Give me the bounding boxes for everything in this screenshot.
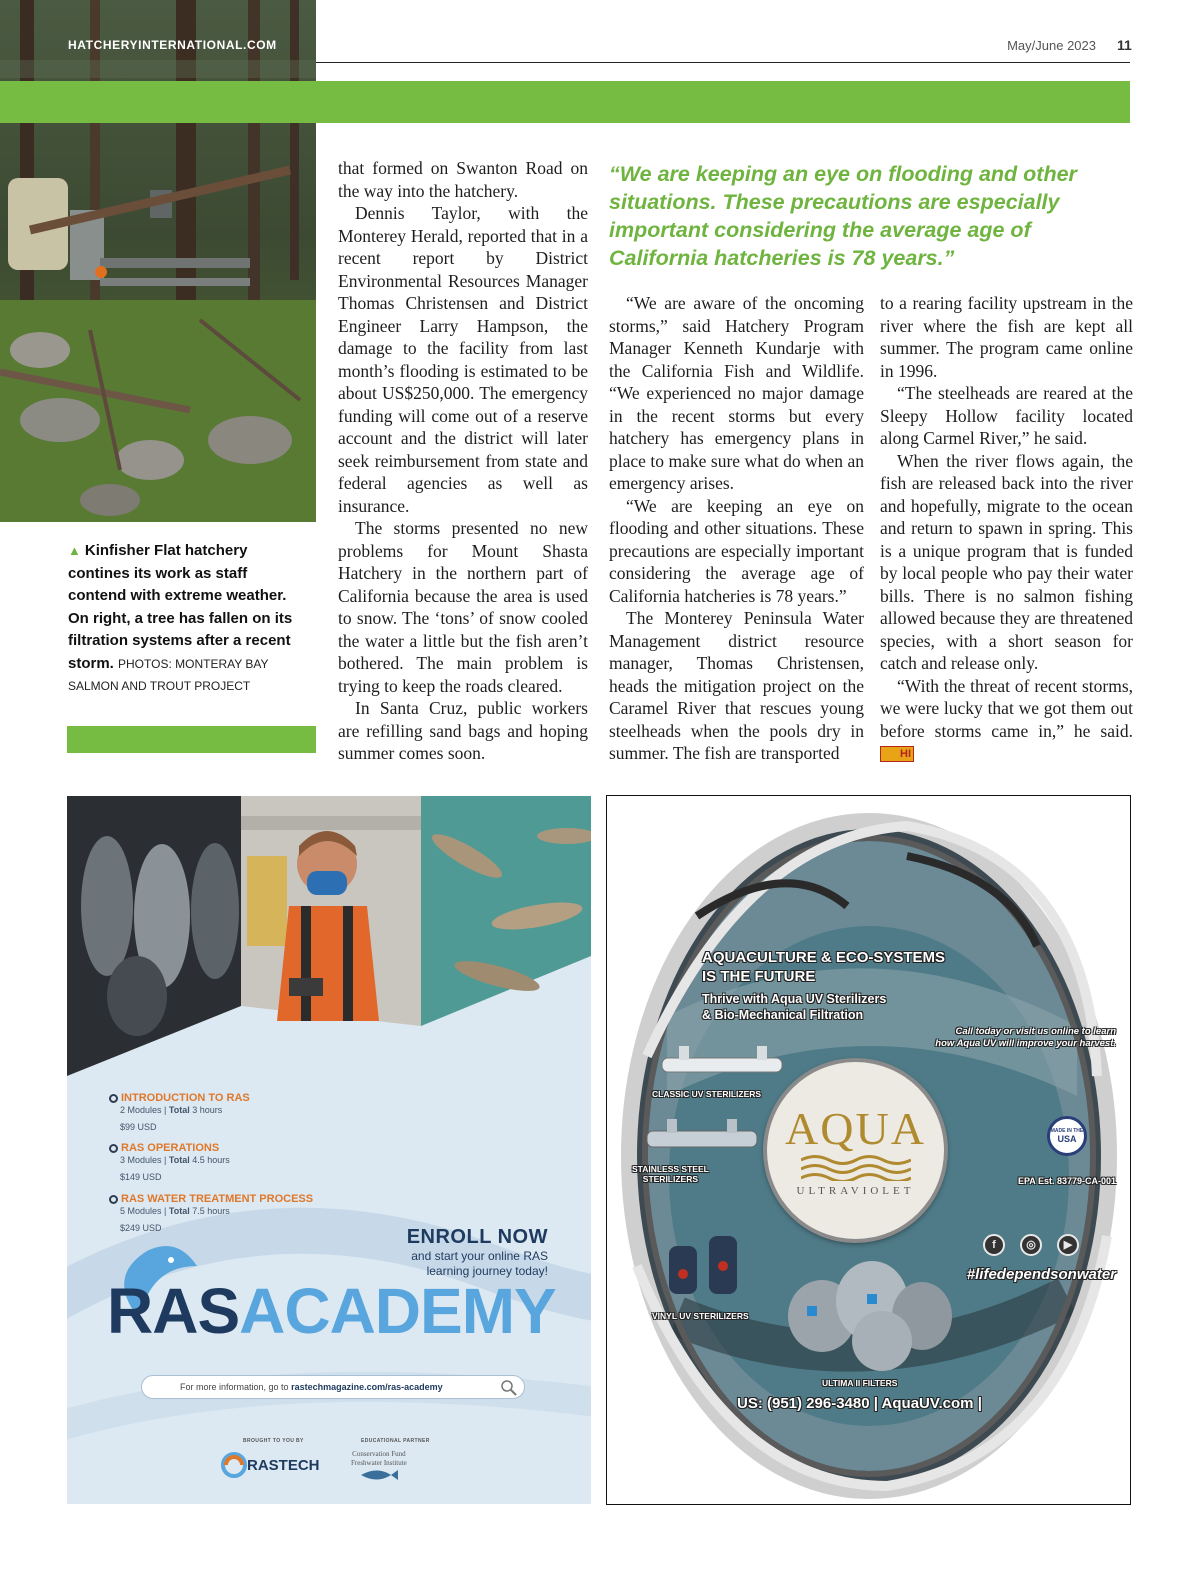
- partner-label: EDUCATIONAL PARTNER: [361, 1438, 430, 1444]
- site-url[interactable]: HATCHERYINTERNATIONAL.COM: [68, 38, 277, 52]
- logo-sub: ULTRAVIOLET: [796, 1184, 915, 1197]
- logo-word: AQUA: [785, 1102, 926, 1154]
- partner-sub: Freshwater Institute: [351, 1459, 407, 1467]
- aqua-subhead: [702, 991, 886, 1023]
- epa-number: EPA Est. 83779-CA-001: [1017, 1176, 1116, 1186]
- paragraph: “We are aware of the oncoming storms,” said Hatchery Program Manager Kenneth Kundarje with the California Fish and Wildlife. “We experienced no major damage in the recent storms but every hatchery has emergency plans in place to make sure what do when an emergency arises.: [609, 293, 864, 493]
- ras-info-bar[interactable]: [141, 1375, 525, 1399]
- end-of-article-mark: HI: [880, 746, 914, 762]
- brought-by-label: BROUGHT TO YOU BY: [243, 1438, 304, 1444]
- paragraph: The Monterey Peninsula Water Management district resource manager, Thomas Christensen, heads the mitigation project on the Caramel River that rescues young steelheads when the pools dry in summer. The fish are transported: [609, 608, 864, 763]
- enroll-line: and start your online RAS: [411, 1249, 548, 1263]
- course-price: $99 USD: [120, 1122, 157, 1132]
- paragraph-text: “With the threat of recent storms, we were lucky that we got them out before storms came in,” he said.: [880, 675, 1133, 741]
- aqua-headline: [702, 948, 945, 986]
- product-label: ULTIMA II FILTERS: [822, 1378, 898, 1388]
- course-title: INTRODUCTION TO RAS: [121, 1092, 250, 1104]
- course-bullet-icon: [109, 1195, 118, 1204]
- caption-text: Kinfisher Flat hatchery contines its work as staff contend with extreme weather. On right, a tree has fallen on its filtration systems after a recent storm.: [68, 542, 293, 672]
- aqua-uv-ad[interactable]: [606, 795, 1131, 1505]
- header-rule: [316, 62, 1130, 63]
- course-modules: 5 Modules: [120, 1206, 162, 1216]
- photo-caption: [68, 540, 308, 698]
- pull-quote: “We are keeping an eye on flooding and other situations. These precautions are especially important considering the average age of California hatcheries is 78 years.”: [609, 162, 1077, 270]
- facebook-icon[interactable]: f: [983, 1234, 1005, 1256]
- subhead-line: & Bio-Mechanical Filtration: [702, 1008, 864, 1022]
- course-hours: 7.5 hours: [192, 1206, 230, 1216]
- headline-line: AQUACULTURE & ECO-SYSTEMS: [702, 949, 946, 966]
- contact-line[interactable]: US: (951) 296-3480 | AquaUV.com |: [737, 1395, 982, 1412]
- paragraph: In Santa Cruz, public workers are refilling sand bags and hoping summer comes soon.: [338, 698, 588, 763]
- label-line: STERILIZERS: [642, 1174, 699, 1184]
- wave-icon: [801, 1153, 911, 1181]
- made-in-usa-badge: [1047, 1116, 1087, 1156]
- course-title: RAS OPERATIONS: [121, 1142, 220, 1154]
- ras-academy-logo: [107, 1276, 556, 1346]
- subhead-line: Thrive with Aqua UV Sterilizers: [702, 992, 887, 1006]
- product-label: CLASSIC UV STERILIZERS: [652, 1089, 762, 1099]
- enroll-title: ENROLL NOW: [406, 1226, 548, 1248]
- article-column-2: [609, 292, 864, 765]
- hatchery-photo: [0, 0, 316, 522]
- course-total-label: Total: [168, 1105, 190, 1115]
- course-item[interactable]: RAS OPERATIONS 3 Modules | Total 4.5 hours $149 USD: [109, 1142, 230, 1182]
- instagram-icon[interactable]: ◎: [1020, 1234, 1042, 1256]
- paragraph: When the river flows again, the fish are released back into the river and hopefully, migrate to the ocean and return to spawn in spring. This is a unique program that is funded by local people who pay their water bills. There is no salmon fishing allowed because they are threatened species, with a short season for catch and release only.: [880, 450, 1133, 673]
- aqua-ultraviolet-logo: [767, 1062, 944, 1239]
- photo-credit: PHOTOS: MONTERAY BAY SALMON AND TROUT PROJECT: [68, 656, 269, 693]
- headline-line: IS THE FUTURE: [702, 968, 816, 985]
- course-total-label: Total: [168, 1206, 190, 1216]
- rastech-swirl-icon: [221, 1452, 247, 1478]
- badge-usa: USA: [1057, 1134, 1077, 1144]
- course-hours: 4.5 hours: [192, 1155, 230, 1165]
- partner-name: Conservation Fund: [352, 1450, 406, 1458]
- aqua-call-to-action: [906, 1026, 1116, 1050]
- course-hours: 3 hours: [192, 1105, 223, 1115]
- badge-top: MADE IN THE: [1050, 1128, 1084, 1134]
- search-icon: [500, 1379, 518, 1397]
- ras-academy-ad[interactable]: [67, 796, 591, 1504]
- enroll-line: learning journey today!: [426, 1264, 548, 1278]
- paragraph: Dennis Taylor, with the Monterey Herald, reported that in a recent report by District Environmental Resources Manager Thomas Christensen and District Engineer Larry Hampson, the damage to the facility from last month’s flooding is estimated to be about US$250,000. The emergency funding will come out of a reserve account and the district will later seek reimbursement from state and federal agencies as well as insurance.: [338, 203, 588, 516]
- course-total-label: Total: [168, 1155, 190, 1165]
- paragraph: that formed on Swanton Road on the way into the hatchery.: [338, 158, 588, 201]
- paragraph: The storms presented no new problems for Mount Shasta Hatchery in the northern part of California because the area is used to snow. The ‘tons’ of snow cooled the water a little but the fish aren’t bothered. The main problem is trying to keep the roads cleared.: [338, 518, 588, 696]
- issue-date: May/June 2023: [1007, 38, 1096, 53]
- course-modules: 3 Modules: [120, 1155, 162, 1165]
- course-bullet-icon: [109, 1144, 118, 1153]
- green-band: [0, 81, 1130, 123]
- call-line: Call today or visit us online to learn: [955, 1026, 1116, 1037]
- product-label-steel: [632, 1164, 709, 1184]
- article-column-1: [338, 157, 588, 765]
- fish-icon: [359, 1468, 399, 1482]
- course-item[interactable]: INTRODUCTION TO RAS 2 Modules | Total 3 hours $99 USD: [109, 1092, 250, 1132]
- hashtag: #lifedependsonwater: [966, 1266, 1116, 1283]
- info-url[interactable]: rastechmagazine.com/ras-academy: [291, 1382, 443, 1392]
- info-text: For more information, go to: [180, 1382, 289, 1392]
- course-item[interactable]: RAS WATER TREATMENT PROCESS 5 Modules | Total 7.5 hours $249 USD: [109, 1193, 313, 1233]
- youtube-icon[interactable]: ▶: [1057, 1234, 1079, 1256]
- paragraph: “We are keeping an eye on flooding and other situations. These precautions are especially important considering the average age of California hatcheries is 78 years.”: [609, 495, 864, 606]
- course-bullet-icon: [109, 1094, 118, 1103]
- label-line: STAINLESS STEEL: [632, 1164, 709, 1174]
- call-line: how Aqua UV will improve your harvest.: [935, 1038, 1116, 1049]
- course-title: RAS WATER TREATMENT PROCESS: [121, 1193, 314, 1205]
- paragraph-last: [880, 675, 1133, 765]
- logo-ras: RAS: [107, 1275, 240, 1347]
- logo-academy: ACADEMY: [239, 1275, 556, 1347]
- paragraph: to a rearing facility upstream in the river where the fish are kept all summer. The program came online in 1996.: [880, 293, 1133, 381]
- article-column-3: [880, 292, 1133, 765]
- product-label: VINYL UV STERILIZERS: [652, 1311, 749, 1321]
- caption-green-bar: [67, 726, 316, 753]
- course-price: $149 USD: [120, 1172, 162, 1182]
- page-number: 11: [1117, 37, 1132, 53]
- course-modules: 2 Modules: [120, 1105, 162, 1115]
- enroll-block[interactable]: [407, 1226, 548, 1279]
- partner-logo: [351, 1450, 407, 1485]
- paragraph: “The steelheads are reared at the Sleepy Hollow facility located along Carmel River,” he said.: [880, 383, 1133, 448]
- rastech-name: RASTECH: [247, 1456, 320, 1474]
- rastech-logo: [221, 1452, 320, 1478]
- course-price: $249 USD: [120, 1223, 162, 1233]
- triangle-up-icon: ▲: [68, 543, 81, 558]
